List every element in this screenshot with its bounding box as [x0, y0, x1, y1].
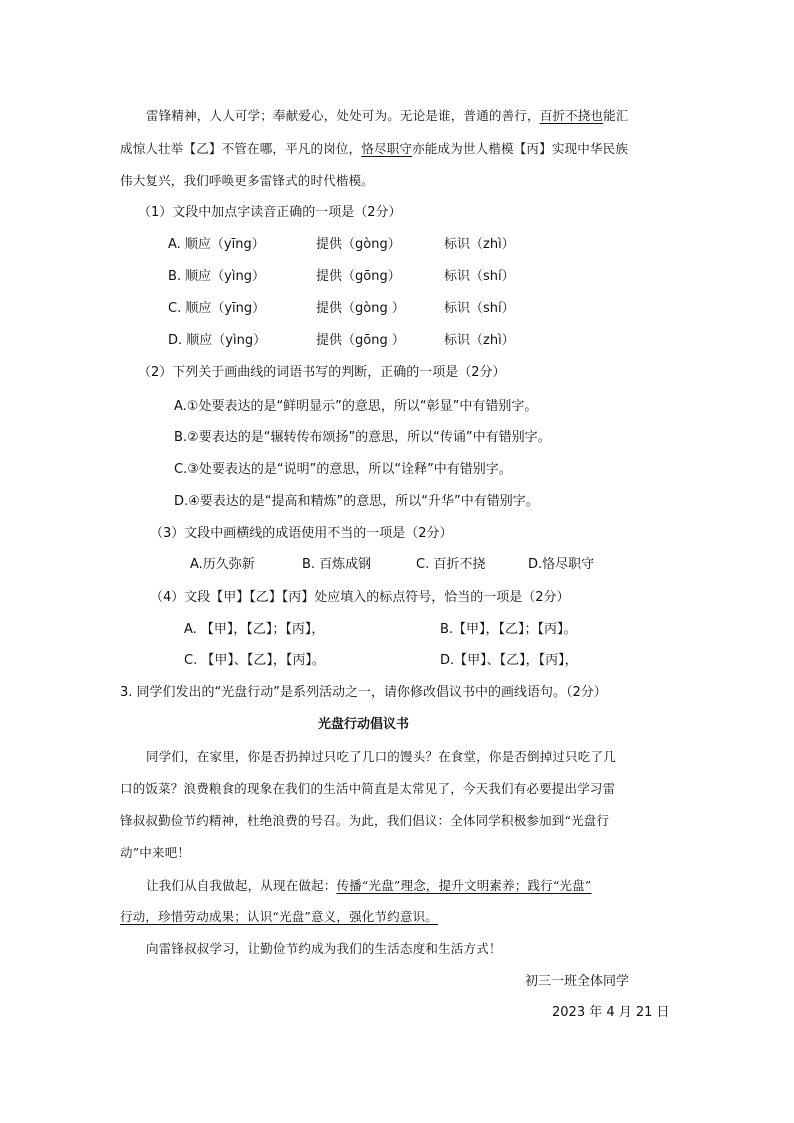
proposal-p1-line-3: 锋叔叔勤俭节约精神，杜绝浪费的号召。为此，我们倡议：全体同学积极参加到“光盘行 [120, 813, 610, 828]
q1-option-b-col1: B. 顺应（yìng） [168, 269, 265, 284]
q1-option-d-col1: D. 顺应（yìng） [168, 333, 267, 348]
q4-option-a: A. 【甲】，【乙】；【丙】， [184, 622, 325, 637]
q1-option-b-col3: 标识（shí） [444, 269, 515, 284]
q4-option-b: B.【甲】，【乙】；【丙】。 [440, 622, 577, 637]
q1-option-c-col3: 标识（shí） [444, 301, 515, 316]
q4-option-d: D.【甲】、【乙】，【丙】， [440, 653, 578, 668]
q3-option-a: A.历久弥新 [190, 557, 255, 572]
passage-line-3: 伟大复兴，我们呼唤更多雷锋式的时代楷模。 [120, 173, 375, 188]
q1-option-d-col2: 提供（gōng ） [316, 333, 405, 348]
proposal-text: 让我们从自我做起，从现在做起： [146, 878, 337, 893]
proposal-p1-line-4: 动”中来吧！ [120, 845, 191, 860]
passage-text: 亦能成为世人楷模【丙】实现中华民族 [412, 141, 629, 156]
q1-option-a-col1: A. 顺应（yīng） [168, 237, 265, 252]
passage-line-2 [120, 140, 628, 158]
q1-option-b-col2: 提供（gōng） [316, 269, 401, 284]
passage-text: 雷锋精神，人人可学；奉献爱心，处处可为。无论是谁，普通的善行， [146, 108, 540, 123]
q2-option-b: B.②要表达的是“辗转传布颂扬”的意思，所以“传诵”中有错别字。 [174, 430, 551, 445]
q3-stem: （3）文段中画横线的成语使用不当的一项是（2分） [150, 526, 453, 541]
underlined-sentence: 传播“光盘”理念，提升文明素养；践行“光盘” [336, 878, 592, 893]
passage-text: 能汇 [603, 108, 629, 123]
q1-stem: （1）文段中加点字读音正确的一项是（2分） [138, 205, 402, 220]
q3-option-d: D.恪尽职守 [528, 557, 595, 572]
section3-stem: 3. 同学们发出的“光盘行动”是系列活动之一，请你修改倡议书中的画线语句。（2分） [120, 685, 607, 700]
underlined-idiom: 百折不挠也 [539, 108, 604, 123]
q3-option-b: B. 百炼成钢 [302, 557, 372, 572]
q1-option-a-col2: 提供（gòng） [316, 237, 401, 252]
date: 2023 年 4 月 21 日 [552, 1005, 670, 1020]
proposal-p1-line-1: 同学们，在家里，你是否扔掉过只吃了几口的馒头？在食堂，你是否倒掉过只吃了几 [146, 749, 616, 764]
proposal-p2-line-1 [146, 877, 591, 895]
q1-option-a-col3: 标识（zhì） [444, 237, 515, 252]
passage-line-1 [146, 107, 629, 125]
q3-option-c: C. 百折不挠 [416, 557, 486, 572]
proposal-title: 光盘行动倡议书 [318, 717, 410, 732]
q2-option-c: C.③处要表达的是“说明”的意思，所以“诠释”中有错别字。 [174, 462, 512, 477]
q1-option-d-col3: 标识（zhì） [444, 333, 515, 348]
proposal-p3: 向雷锋叔叔学习，让勤俭节约成为我们的生活态度和生活方式！ [146, 941, 502, 956]
q1-option-c-col2: 提供（gòng ） [316, 301, 405, 316]
q4-option-c: C. 【甲】、【乙】，【丙】。 [184, 653, 325, 668]
passage-text: 成惊人壮举【乙】不管在哪，平凡的岗位， [120, 141, 362, 156]
underlined-sentence: 行动，珍惜劳动成果；认识“光盘”意义，强化节约意识。 [120, 909, 438, 924]
proposal-p2-line-2 [120, 908, 438, 926]
q4-stem: （4）文段【甲】【乙】【丙】处应填入的标点符号，恰当的一项是（2分） [150, 590, 570, 605]
q2-option-a: A.①处要表达的是“鲜明显示”的意思，所以“彰显”中有错别字。 [174, 399, 538, 414]
q2-stem: （2）下列关于画曲线的词语书写的判断，正确的一项是（2分） [138, 365, 506, 380]
signature: 初三一班全体同学 [525, 974, 630, 989]
q1-option-c-col1: C. 顺应（yīng） [168, 301, 266, 316]
underlined-idiom: 恪尽职守 [361, 141, 413, 156]
proposal-p1-line-2: 口的饭菜？浪费粮食的现象在我们的生活中简直是太常见了，今天我们有必要提出学习雷 [120, 781, 616, 796]
q2-option-d: D.④要表达的是“提高和精炼”的意思，所以“升华”中有错别字。 [174, 494, 539, 509]
